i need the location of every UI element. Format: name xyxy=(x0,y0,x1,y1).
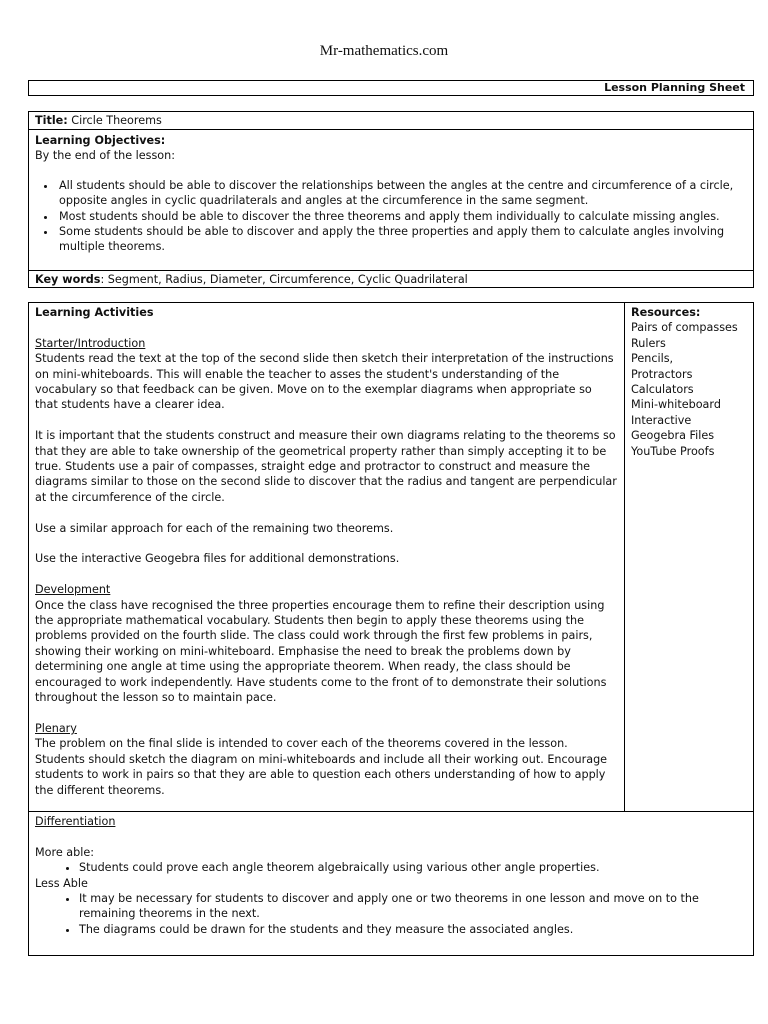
starter-heading: Starter/Introduction xyxy=(35,336,146,350)
development-heading: Development xyxy=(35,583,111,597)
resources-heading: Resources: xyxy=(631,306,701,319)
starter-paragraph: Students read the text at the top of the second slide then sketch their interpretation of the instructions on mini-whiteboards. This will enable the teacher to asses the student's understanding of the vocabulary so that feedback can be given. Move on to the exemplar diagrams when appropriate so that students have a clearer idea. xyxy=(35,352,614,412)
less-able-label: Less Able xyxy=(35,876,88,890)
resource-item: Protractors xyxy=(631,367,693,381)
learning-objectives xyxy=(29,131,753,257)
more-able-item: • Students could prove each angle theorem algebraically using various other angle properties. xyxy=(79,860,747,875)
plenary-paragraph: The problem on the final slide is intended to cover each of the theorems covered in the lesson. Students should sketch the diagram on mini-whiteboards and include all their working out. Encourage students to work in pairs so that they are able to question each others understanding of how to apply the different theorems. xyxy=(35,737,608,797)
resource-item: Pairs of compasses xyxy=(631,321,738,335)
resource-item: Calculators xyxy=(631,383,694,397)
keywords-value: : Segment, Radius, Diameter, Circumference, Cyclic Quadrilateral xyxy=(100,273,468,286)
resources xyxy=(625,303,753,811)
objectives-intro: By the end of the lesson: xyxy=(35,149,176,163)
differentiation-heading: Differentiation xyxy=(35,815,116,828)
more-able-list xyxy=(35,860,747,875)
less-able-list xyxy=(35,891,747,937)
objective-item: • Most students should be able to discover the three theorems and apply them individually to calculate missing angles. xyxy=(57,209,747,224)
lesson-title: Circle Theorems xyxy=(71,114,162,127)
objectives-list xyxy=(35,178,747,255)
development-paragraph: Once the class have recognised the three properties encourage them to refine their description using the appropriate mathematical vocabulary. Students then begin to apply these theorems using the problems provided on the fourth slide. The class could work through the first few problems in pairs, showing their working on mini-whiteboard. Emphasise the need to break the problems down by determining one angle at time using the appropriate theorem. When ready, the class should be encouraged to work independently. Have students come to the front of to demonstrate their solutions throughout the lesson so to maintain pace. xyxy=(35,598,607,705)
resource-item: Pencils, xyxy=(631,352,674,366)
starter-paragraph: Use a similar approach for each of the remaining two theorems. xyxy=(35,521,394,535)
activities-table xyxy=(28,302,754,812)
differentiation xyxy=(28,811,754,956)
more-able-label: More able: xyxy=(35,845,95,859)
resource-item: YouTube Proofs xyxy=(631,444,715,458)
objective-item: • All students should be able to discover the relationships between the angles at the centre and circumference of a circle, opposite angles in cyclic quadrilaterals and angles at the circumference in the same segment. xyxy=(57,178,747,209)
resource-item: Interactive Geogebra Files xyxy=(631,413,715,443)
starter-paragraph: It is important that the students construct and measure their own diagrams relating to the theorems so that they are able to take ownership of the geometrical property rather than simply accepting it to be true. Students use a pair of compasses, straight edge and protractor to construct and measure the diagrams similar to those on the second slide to discover that the radius and tangent are perpendicular at the circumference of the circle. xyxy=(35,429,617,504)
starter-paragraph: Use the interactive Geogebra files for additional demonstrations. xyxy=(35,552,400,566)
less-able-item: • It may be necessary for students to discover and apply one or two theorems in one lesson and move on to the remaining theorems in the next. xyxy=(79,891,747,922)
title-row xyxy=(29,112,753,130)
less-able-item: • The diagrams could be drawn for the students and they measure the associated angles. xyxy=(79,922,747,937)
activities-heading: Learning Activities xyxy=(35,306,154,319)
objectives-heading: Learning Objectives: xyxy=(35,134,166,147)
keywords-row xyxy=(29,270,753,287)
sheet-label: Lesson Planning Sheet xyxy=(28,80,754,96)
resource-item: Rulers xyxy=(631,336,666,350)
resource-item: Mini-whiteboard xyxy=(631,398,721,412)
site-header: Mr-mathematics.com xyxy=(319,43,449,59)
title-label: Title: xyxy=(35,114,68,127)
plenary-heading: Plenary xyxy=(35,721,77,735)
keywords-label: Key words xyxy=(35,273,101,286)
learning-activities xyxy=(29,303,625,811)
lesson-overview xyxy=(28,111,754,288)
objective-item: • Some students should be able to discover and apply the three properties and apply them to calculate angles involving multiple theorems. xyxy=(57,224,747,255)
